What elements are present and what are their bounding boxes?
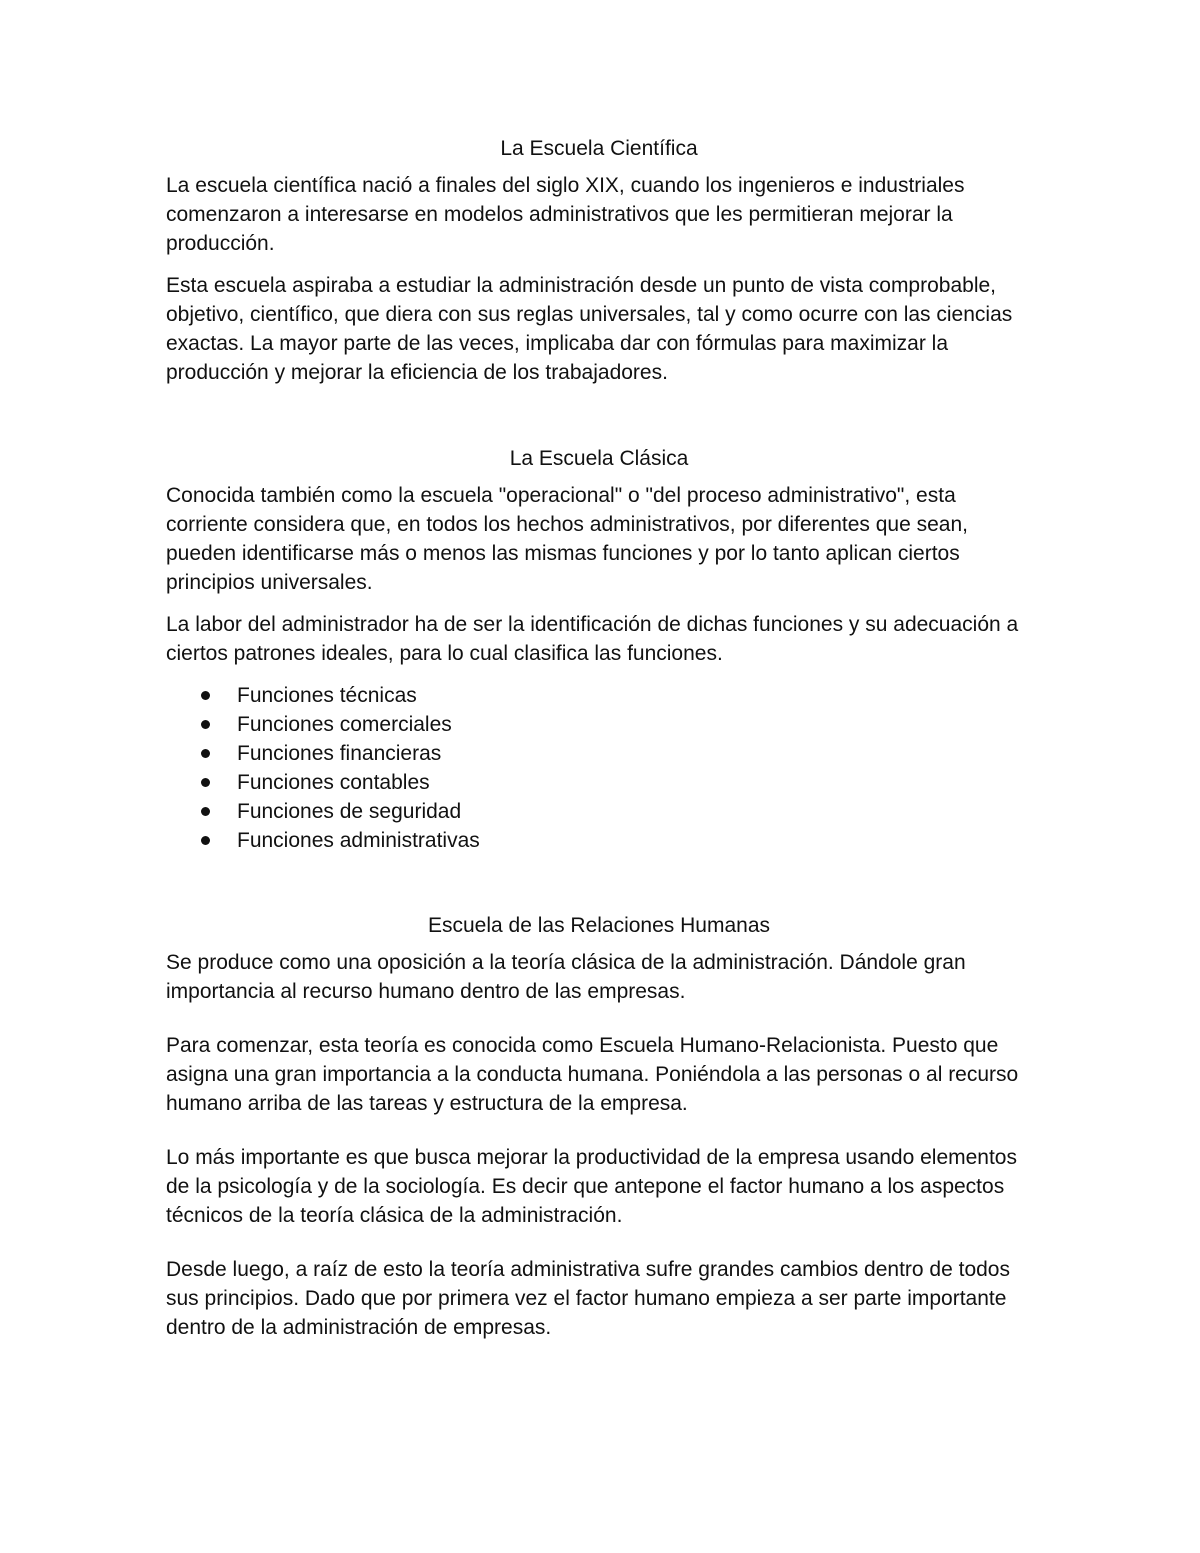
paragraph-spacer — [166, 1118, 1036, 1143]
list-item — [166, 826, 1036, 855]
paragraph: La labor del administrador ha de ser la identificación de dichas funciones y su adecuación a ciertos patrones ideales, para lo cual clasifica las funciones. — [166, 613, 1019, 665]
paragraph-spacer — [166, 1230, 1036, 1255]
list-item — [166, 710, 1036, 739]
paragraph: Desde luego, a raíz de esto la teoría administrativa sufre grandes cambios dentro de todos sus principios. Dado que por primera vez el factor humano empieza a ser parte importante dentro de la administración de empresas. — [166, 1258, 1010, 1339]
bullet-icon — [201, 691, 210, 700]
list-item — [166, 797, 1036, 826]
section-escuela-clasica — [166, 444, 1036, 855]
paragraph-spacer — [166, 1006, 1036, 1031]
bullet-icon — [201, 836, 210, 845]
section-title: La Escuela Clásica — [509, 447, 689, 470]
paragraph: Para comenzar, esta teoría es conocida como Escuela Humano-Relacionista. Puesto que asigna una gran importancia a la conducta humana. Poniéndola a las personas o al recurso humano arriba de las tareas y estructura de la empresa. — [166, 1034, 1019, 1115]
paragraph: Se produce como una oposición a la teoría clásica de la administración. Dándole gran importancia al recurso humano dentro de las empresas. — [166, 951, 966, 1003]
list-item-text: Funciones contables — [237, 771, 430, 794]
section-title: Escuela de las Relaciones Humanas — [427, 914, 771, 937]
functions-list — [166, 681, 1036, 855]
list-item-text: Funciones de seguridad — [237, 800, 462, 823]
list-item-text: Funciones técnicas — [237, 684, 417, 707]
paragraph: La escuela científica nació a finales del siglo XIX, cuando los ingenieros e industriales comenzaron a interesarse en modelos administrativos que les permitieran mejorar la producción. — [166, 174, 965, 255]
paragraph: Lo más importante es que busca mejorar la productividad de la empresa usando elementos de la psicología y de la sociología. Es decir que antepone el factor humano a los aspectos técnicos de la teoría clásica de la administración. — [166, 1146, 1017, 1227]
section-spacer — [166, 400, 1036, 444]
section-escuela-cientifica — [166, 134, 1036, 387]
bullet-icon — [201, 720, 210, 729]
bullet-icon — [201, 807, 210, 816]
list-item — [166, 681, 1036, 710]
list-item-text: Funciones administrativas — [237, 829, 480, 852]
list-item — [166, 739, 1036, 768]
paragraph: Esta escuela aspiraba a estudiar la administración desde un punto de vista comprobable, objetivo, científico, que diera con sus reglas universales, tal y como ocurre con las ciencias exactas. La mayor parte de las veces, implicaba dar con fórmulas para maximizar la producción y mejorar la eficiencia de los trabajadores. — [166, 274, 1013, 384]
section-spacer — [166, 855, 1036, 911]
section-relaciones-humanas — [166, 911, 1036, 1342]
bullet-icon — [201, 749, 210, 758]
document-body — [166, 134, 1036, 1342]
list-item — [166, 768, 1036, 797]
bullet-icon — [201, 778, 210, 787]
paragraph: Conocida también como la escuela "operacional" o "del proceso administrativo", esta corriente considera que, en todos los hechos administrativos, por diferentes que sean, pueden identificarse más o menos las mismas funciones y por lo tanto aplican ciertos principios universales. — [166, 484, 968, 594]
list-item-text: Funciones comerciales — [237, 713, 452, 736]
section-title: La Escuela Científica — [500, 137, 698, 160]
list-item-text: Funciones financieras — [237, 742, 442, 765]
